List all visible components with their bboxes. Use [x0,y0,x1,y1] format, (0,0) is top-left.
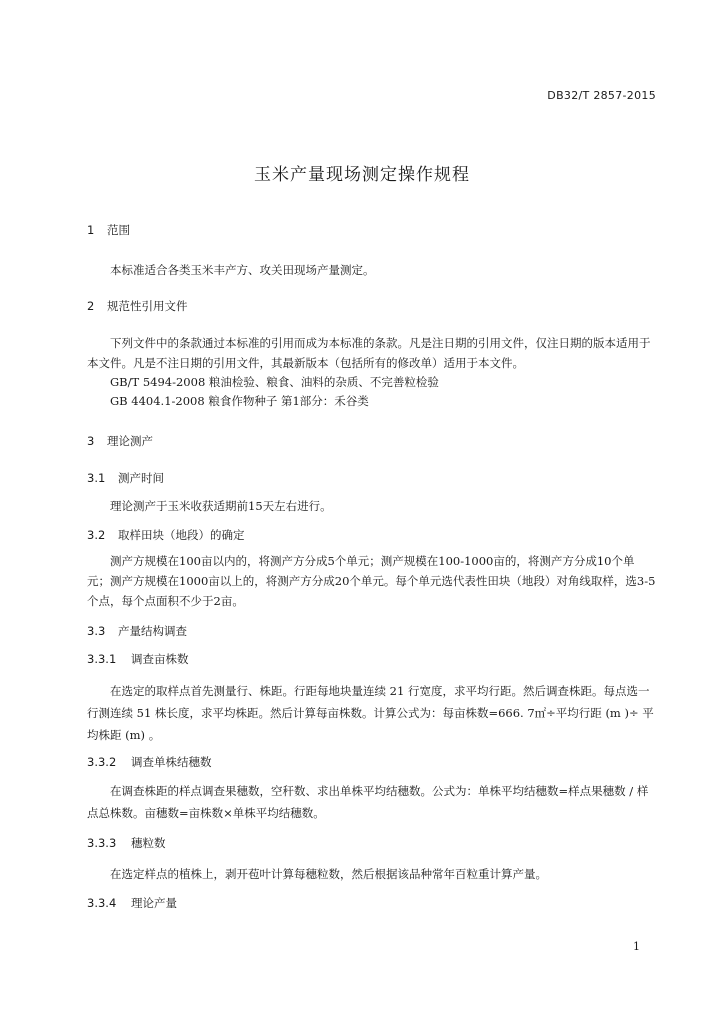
section-1-heading [87,222,130,238]
section-title: 调查亩株数 [131,652,189,666]
section-number: 3.3 [87,624,106,638]
section-3-3-4-heading [87,895,177,911]
document-title: 玉米产量现场测定操作规程 [254,165,470,185]
standard-code: DB32/T 2857-2015 [547,89,656,102]
section-2-body [87,333,657,373]
paragraph: 理论测产于玉米收获适期前15天左右进行。 [110,499,332,513]
section-3-3-3-body [87,864,657,884]
section-title: 取样田块（地段）的确定 [118,528,245,542]
section-3-3-1-heading [87,651,189,667]
paragraph: 本标准适合各类玉米丰产方、攻关田现场产量测定。 [110,263,375,277]
paragraph: 在调查株距的样点调查果穗数，空秆数、求出单株平均结穗数。公式为：单株平均结穗数=样点果穗数 / 样点总株数。亩穗数=亩株数×单株平均结穗数。 [87,784,649,820]
section-3-3-2-body [87,780,657,824]
page-number: 1 [633,940,640,953]
section-2-heading [87,298,188,314]
section-3-1-body [87,496,657,516]
section-3-2-heading [87,527,245,543]
section-number: 3 [87,434,95,448]
section-3-3-2-heading [87,754,212,770]
paragraph: 在选定的取样点首先测量行、株距。行距每地块量连续 21 行宽度，求平均行距。然后调查株距。每点选一行测连续 51 株长度，求平均株距。然后计算每亩株数。计算公式为：每亩株数=666. 7㎡÷平均行距 (m )÷ 平均株距 (m) 。 [87,684,654,742]
paragraph: 在选定样点的植株上，剥开苞叶计算每穗粒数，然后根据该品种常年百粒重计算产量。 [110,867,547,881]
normative-reference: GB 4404.1-2008 粮食作物种子 第1部分：禾谷类 [110,394,369,408]
section-3-3-3-heading [87,835,166,851]
section-title: 理论测产 [107,434,153,448]
section-3-1-heading [87,470,164,486]
paragraph: 下列文件中的条款通过本标准的引用而成为本标准的条款。凡是注日期的引用文件，仅注日期的版本适用于本文件。凡是不注日期的引用文件，其最新版本（包括所有的修改单）适用于本文件。 [87,336,651,370]
section-number: 3.3.3 [87,836,117,850]
section-title: 理论产量 [131,896,177,910]
section-3-3-heading [87,623,187,639]
paragraph: 测产方规模在100亩以内的，将测产方分成5个单元；测产规模在100-1000亩的，将测产方分成10个单元；测产方规模在1000亩以上的，将测产方分成20个单元。每个单元选代表性田块（地段）对角线取样，选3-5个点，每个点面积不少于2亩。 [87,554,656,608]
section-title: 测产时间 [118,471,164,485]
section-number: 3.3.2 [87,755,117,769]
section-1-body [87,260,657,280]
section-number: 3.3.1 [87,652,117,666]
section-title: 产量结构调查 [118,624,187,638]
section-number: 2 [87,299,95,313]
section-title: 范围 [107,223,130,237]
section-3-2-body [87,551,657,611]
section-title: 调查单株结穗数 [131,755,212,769]
section-3-3-1-body [87,680,657,746]
section-title: 穗粒数 [131,836,166,850]
section-number: 3.1 [87,471,106,485]
section-title: 规范性引用文件 [107,299,188,313]
section-3-heading [87,433,153,449]
section-number: 1 [87,223,95,237]
normative-reference: GB/T 5494-2008 粮油检验、粮食、油料的杂质、不完善粒检验 [110,375,439,389]
section-number: 3.2 [87,528,106,542]
section-number: 3.3.4 [87,896,117,910]
